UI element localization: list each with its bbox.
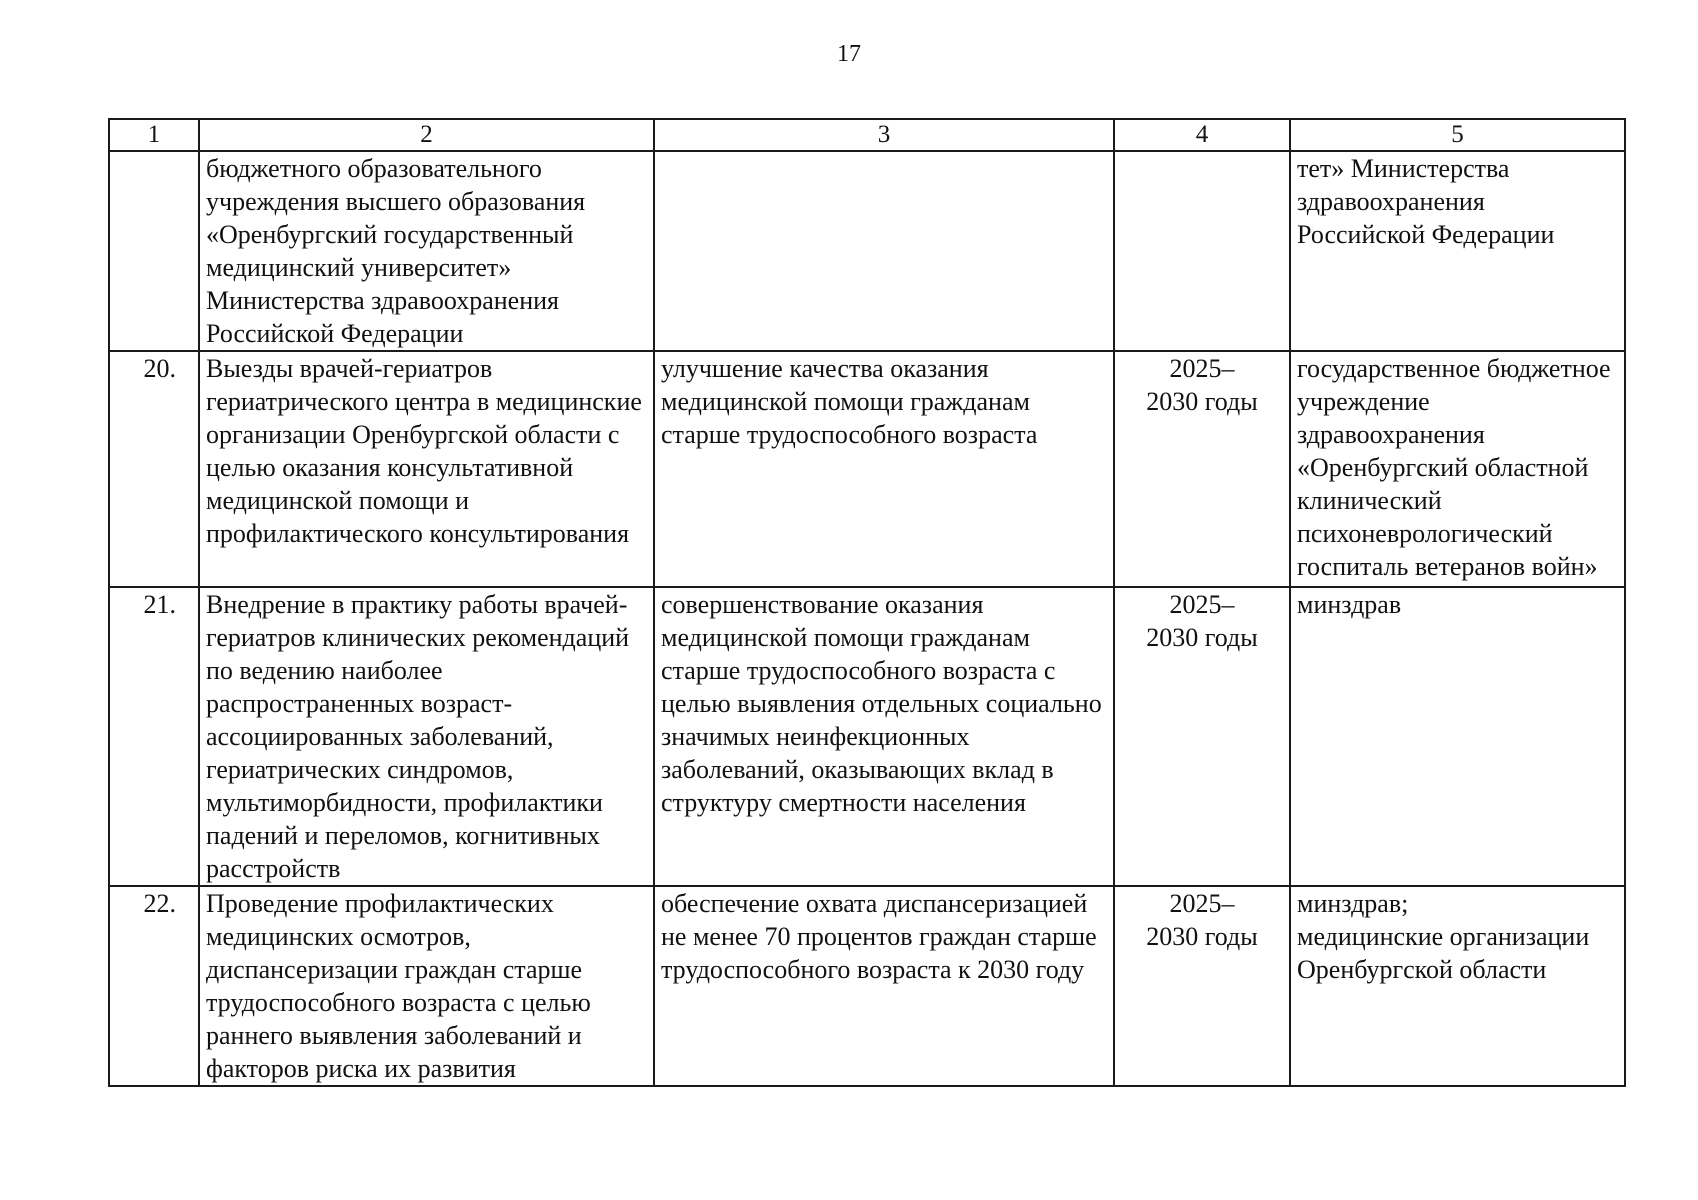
row-number: 20. (109, 351, 199, 587)
result-cell: улучшение качества оказания медицинской помощи гражданам старше трудоспособного возраста (654, 351, 1114, 587)
table-row (109, 351, 1625, 587)
period-cell: 2025– 2030 годы (1114, 886, 1290, 1086)
activity-cell: Выезды врачей-гериатров гериатрического центра в медицинские организации Оренбургской области с целью оказания консультативной медицинской помощи и профилактического консультирования (199, 351, 654, 587)
executor-cell: минздрав; медицинские организации Оренбургской области (1290, 886, 1625, 1086)
page-number: 17 (837, 41, 861, 67)
period-cell: 2025– 2030 годы (1114, 351, 1290, 587)
measures-table (108, 118, 1626, 1087)
header-col-4: 4 (1114, 119, 1290, 151)
result-cell: обеспечение охвата диспансеризацией не менее 70 процентов граждан старше трудоспособного возраста к 2030 году (654, 886, 1114, 1086)
table-header-row (109, 119, 1625, 151)
header-col-1: 1 (109, 119, 199, 151)
period-cell (1114, 151, 1290, 351)
result-cell: совершенствование оказания медицинской помощи гражданам старше трудоспособного возраста с целью выявления отдельных социально значимых неинфекционных заболеваний, оказывающих вклад в структуру смертности населения (654, 587, 1114, 886)
row-number (109, 151, 199, 351)
row-number: 22. (109, 886, 199, 1086)
table-row (109, 587, 1625, 886)
header-col-5: 5 (1290, 119, 1625, 151)
header-col-2: 2 (199, 119, 654, 151)
table-row (109, 886, 1625, 1086)
row-number: 21. (109, 587, 199, 886)
result-cell (654, 151, 1114, 351)
activity-cell: бюджетного образовательного учреждения высшего образования «Оренбургский государственный медицинский университет» Министерства здравоохранения Российской Федерации (199, 151, 654, 351)
activity-cell: Проведение профилактических медицинских осмотров, диспансеризации граждан старше трудоспособного возраста с целью раннего выявления заболеваний и факторов риска их развития (199, 886, 654, 1086)
table-row (109, 151, 1625, 351)
executor-cell: тет» Министерства здравоохранения Российской Федерации (1290, 151, 1625, 351)
activity-cell: Внедрение в практику работы врачей-гериатров клинических рекомендаций по ведению наиболее распространенных возраст-ассоциированных заболеваний, гериатрических синдромов, мультиморбидности, профилактики падений и переломов, когнитивных расстройств (199, 587, 654, 886)
executor-cell: государственное бюджетное учреждение здравоохранения «Оренбургский областной клинический психоневрологический госпиталь ветеранов войн» (1290, 351, 1625, 587)
executor-cell: минздрав (1290, 587, 1625, 886)
header-col-3: 3 (654, 119, 1114, 151)
period-cell: 2025– 2030 годы (1114, 587, 1290, 886)
